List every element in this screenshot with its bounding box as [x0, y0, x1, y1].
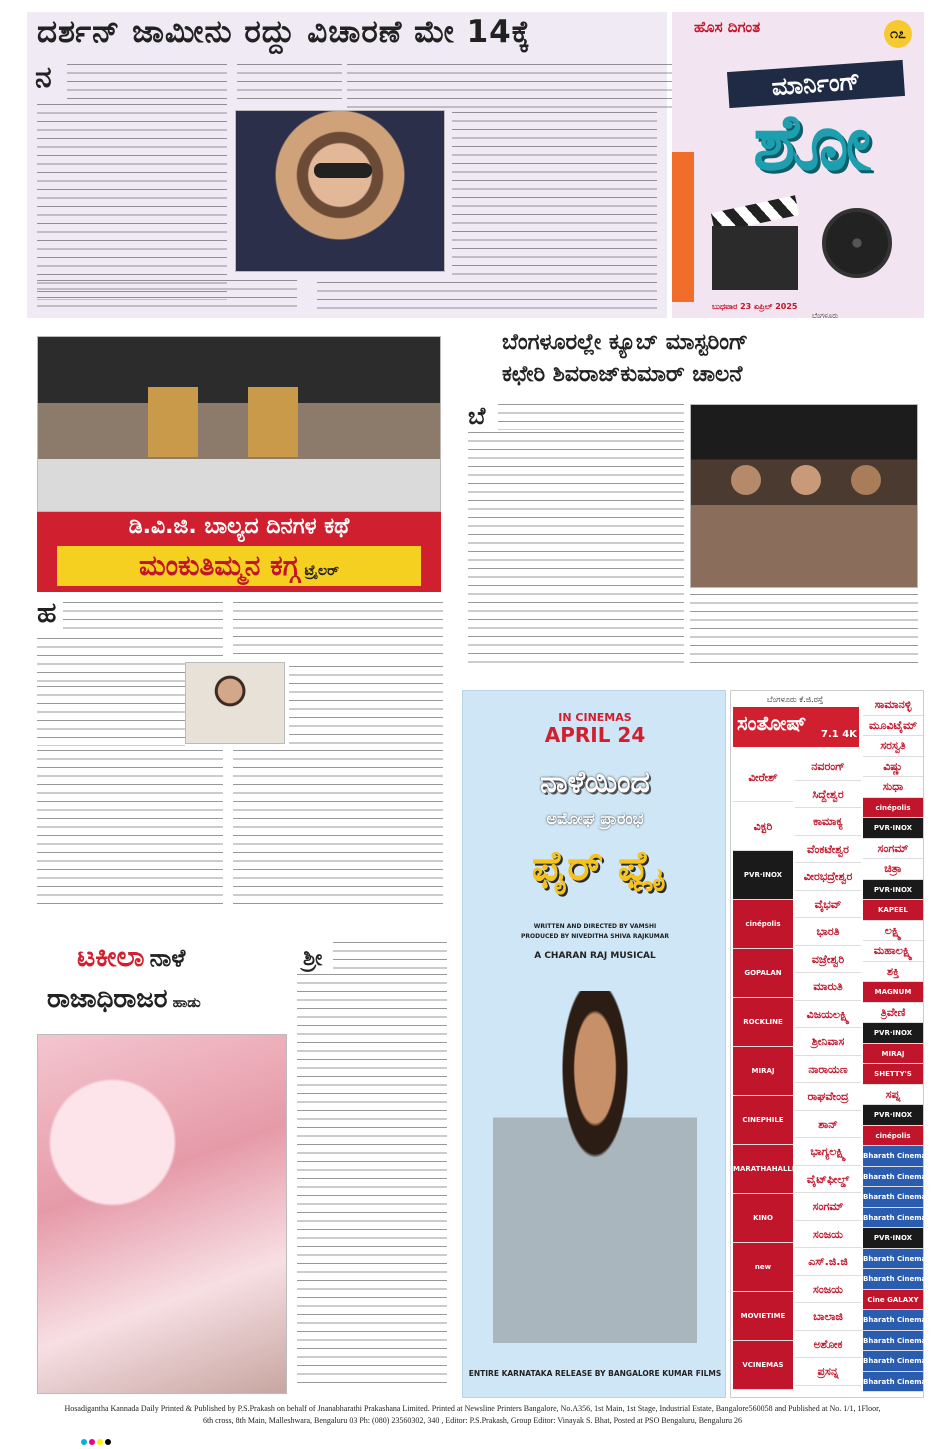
theatre-name: ವೆಂಕಟೇಶ್ವರ — [795, 836, 861, 864]
theatre-name: MAGNUM — [863, 982, 923, 1003]
main-theatre-badge: 7.1 4K — [821, 729, 857, 740]
top-story-headline: ದರ್ಶನ್ ಜಾಮೀನು ರದ್ದು ವಿಚಾರಣೆ ಮೇ 14ಕ್ಕೆ — [37, 14, 531, 50]
dvg-dropcap: ಹ — [37, 596, 57, 629]
top-story-body-col1b — [37, 104, 227, 300]
theatre-name: ಎಸ್.ಜಿ.ಜಿ — [795, 1248, 861, 1276]
tequila-headline-2-wrap — [47, 984, 201, 1015]
theatre-name: PVR·INOX — [733, 851, 793, 900]
dvg-body-col2c — [233, 750, 443, 910]
ad-director-credit: WRITTEN AND DIRECTED BY VAMSHI — [533, 923, 657, 930]
theatres-col3 — [863, 695, 931, 1395]
paper-logo — [694, 18, 760, 36]
dvg-event-photo — [37, 336, 441, 512]
tequila-headline-2-suffix: ಹಾಡು — [172, 995, 201, 1011]
cube-body-b — [468, 432, 684, 664]
theatre-name: ವಿಷ್ಣು — [863, 757, 923, 778]
theatre-name: PVR·INOX — [863, 818, 923, 839]
theatre-name: ಸಂಗಮ್ — [863, 839, 923, 860]
theatre-name: Bharath Cinemas — [863, 1187, 923, 1208]
darshan-photo — [235, 110, 445, 272]
theatre-name: ಮಾರುತಿ — [795, 973, 861, 1001]
ad-producer-credit: PRODUCED BY NIVEDITHA SHIVA RAJKUMAR — [521, 933, 669, 940]
masthead — [672, 12, 924, 318]
ad-tagline: ನಾಳೆಯಿಂದ — [540, 765, 650, 800]
theatre-name: Bharath Cinemas — [863, 1351, 923, 1372]
theatre-name: Bharath Cinemas — [863, 1331, 923, 1352]
ad-music-credit: A CHARAN RAJ MUSICAL — [534, 951, 656, 961]
main-theatre-box — [733, 707, 859, 747]
theatre-name: cinépolis — [733, 900, 793, 949]
ad-lead-photo — [493, 991, 697, 1343]
theatre-name: ಲಕ್ಷ್ಮಿ — [863, 921, 923, 942]
cube-event-photo — [690, 404, 918, 588]
firefly-ad — [462, 690, 726, 1398]
ad-release-label: IN CINEMAS — [558, 711, 632, 724]
theatre-name: ಸರಸ್ವತಿ — [863, 736, 923, 757]
ad-movie-title: ಫೈರ್ ಫ್ಲೈ — [531, 841, 659, 890]
theatre-name: ಸಪ್ನ — [863, 1085, 923, 1106]
paper-logo-text: ಹೊಸ ದಿಗಂತ — [694, 18, 761, 36]
tequila-couple-photo — [37, 1034, 287, 1394]
theatre-name: PVR·INOX — [863, 1105, 923, 1126]
section-title-2: ಶೋ — [752, 98, 872, 188]
theatre-name: ವೀರಭದ್ರೇಶ್ವರ — [795, 863, 861, 891]
ad-bottom-credit: ENTIRE KARNATAKA RELEASE BY BANGALORE KUMAR FILMS — [468, 1369, 722, 1378]
theatre-name: ವೈಟ್‌ಫೀಲ್ಡ್ — [795, 1166, 861, 1194]
theatre-name: new — [733, 1243, 793, 1292]
theatre-name: ವಿಜಯಲಕ್ಷ್ಮಿ — [795, 1001, 861, 1029]
imprint-line-1: Hosadigantha Kannada Daily Printed & Published by P.S.Prakash on behalf of Jnanabharathi Prakashana Limited. Printed at Newsline Printers Bangalore, No.A356, 1st Main, 1st Stage, Industrial Estate, Bangalore560058 and Published at No. 1/1, 1Floor, — [64, 1404, 881, 1413]
tequila-headline-1-wrap — [77, 940, 185, 974]
ad-release-date: APRIL 24 — [544, 723, 646, 747]
dvg-body-col1c — [37, 686, 185, 746]
theatre-name: Bharath Cinemas — [863, 1208, 923, 1229]
section-title-1: ಮಾರ್ನಿಂಗ್ — [727, 60, 905, 108]
theatre-list — [730, 690, 931, 1398]
tequila-headline-box — [37, 938, 291, 1034]
theatre-name: SHETTY'S — [863, 1064, 923, 1085]
ad-tagline-2: ಅಮೋಘ ಪ್ರಾರಂಭ — [546, 809, 644, 828]
main-theatre-name: ಸಂತೋಷ್ — [737, 711, 807, 735]
tequila-headline-1: ಟಕೀಲಾ — [77, 940, 145, 973]
top-story — [27, 12, 667, 318]
film-reel-icon — [822, 208, 892, 278]
top-story-body-col3c — [317, 282, 657, 316]
theatre-name: ಸಂಜಯ — [795, 1221, 861, 1249]
theatre-name: MOVIETIME — [733, 1292, 793, 1341]
theatre-name: CINEPHILE — [733, 1096, 793, 1145]
dvg-story — [27, 326, 451, 918]
theatre-name: VCINEMAS — [733, 1341, 793, 1390]
theatre-name: KAPEEL — [863, 900, 923, 921]
theatre-name: cinépolis — [863, 798, 923, 819]
theatre-name: ಸಿದ್ದೇಶ್ವರ — [795, 781, 861, 809]
theatre-name: MIRAJ — [863, 1044, 923, 1065]
cube-dropcap: ಬೆ — [468, 402, 486, 430]
dvg-body-col1a — [63, 602, 223, 634]
tequila-story — [27, 930, 451, 1398]
tequila-dropcap: ಶ್ರೀ — [303, 946, 323, 971]
theatre-name: KINO — [733, 1194, 793, 1243]
theatre-name: Bharath Cinemas — [863, 1167, 923, 1188]
theatre-name: Bharath Cinemas — [863, 1310, 923, 1331]
cube-headline-1: ಬೆಂಗಳೂರಲ್ಲೇ ಕ್ಯೂಬ್ ಮಾಸ್ಟರಿಂಗ್ — [502, 330, 749, 355]
cube-body-a — [498, 404, 684, 430]
theatre-name: ತ್ರಿವೇಣಿ — [863, 1003, 923, 1024]
theatre-name: PVR·INOX — [863, 1023, 923, 1044]
theatre-name: ROCKLINE — [733, 998, 793, 1047]
theatre-name: ಶಾನ್ — [795, 1111, 861, 1139]
theatre-name: Cine GALAXY — [863, 1290, 923, 1311]
dvg-headline-2-wrap — [57, 546, 421, 586]
theatre-name: ಭಾರತಿ — [795, 918, 861, 946]
theatre-name: ಭಾಗ್ಯಲಕ್ಷ್ಮಿ — [795, 1138, 861, 1166]
theatre-name: ಸಂಗಮ್ — [795, 1193, 861, 1221]
theatres-col1 — [733, 753, 793, 1393]
theatre-name: MARATHAHALLI — [733, 1145, 793, 1194]
theatres-col2 — [795, 753, 861, 1393]
theatre-name: ಬಾಲಾಜಿ — [795, 1303, 861, 1331]
theatre-name: cinépolis — [863, 1126, 923, 1147]
dvg-headline-band — [37, 512, 441, 592]
top-story-dropcap: ನ — [35, 60, 52, 95]
theatre-name: ವೈಭವ್ — [795, 891, 861, 919]
top-story-body-col3 — [347, 64, 687, 108]
theatre-name: ನವರಂಗ್ — [795, 753, 861, 781]
issue-date: ಬುಧವಾರ 23 ಏಪ್ರಿಲ್ 2025 — [712, 302, 798, 311]
theatre-name: ಮಹಾಲಕ್ಷ್ಮಿ — [863, 941, 923, 962]
clapperboard-icon — [712, 204, 802, 290]
orange-band — [672, 152, 694, 302]
theatre-name: ಅಶೋಕ — [795, 1331, 861, 1359]
theatre-name: ಸಾಮಾನಳ್ಳಿ — [863, 695, 923, 716]
theatre-name: ಶಕ್ತಿ — [863, 962, 923, 983]
theatre-city-label: ಬೆಂಗಳೂರು ಕೆ.ಜಿ.ರಸ್ತೆ — [766, 695, 824, 704]
tequila-body-b — [297, 974, 447, 1386]
tequila-headline-2: ರಾಜಾಧಿರಾಜರ — [47, 984, 168, 1014]
dvg-body-col2 — [233, 602, 443, 660]
cube-story — [462, 326, 924, 676]
theatre-name: MIRAJ — [733, 1047, 793, 1096]
theatre-name: Bharath Cinemas — [863, 1249, 923, 1270]
theatre-name: ಶ್ರೀನಿವಾಸ — [795, 1028, 861, 1056]
theatre-name: GOPALAN — [733, 949, 793, 998]
cube-body-c — [690, 594, 918, 670]
dvg-body-col2b — [289, 666, 443, 746]
speaker-photo — [185, 662, 285, 744]
tequila-headline-1-suffix: ನಾಳೆ — [149, 944, 186, 972]
top-story-body-col2 — [237, 64, 342, 106]
theatre-name: Bharath Cinemas — [863, 1372, 923, 1393]
top-story-body-col1 — [67, 64, 227, 99]
page-number: ೧೭ — [884, 20, 912, 48]
theatre-name: ಪ್ರಸನ್ನ — [795, 1358, 861, 1386]
theatre-name: ರಾಘವೇಂದ್ರ — [795, 1083, 861, 1111]
theatre-name: PVR·INOX — [863, 1228, 923, 1249]
theatre-name: ವಿಕ್ಟರಿ — [733, 802, 793, 851]
registration-marks — [80, 1430, 880, 1438]
dvg-headline-2-suffix: ಟ್ರೈಲರ್ — [304, 563, 340, 579]
sunglasses — [314, 163, 372, 178]
top-story-body-col3b — [452, 112, 657, 282]
cube-headline-2: ಕಛೇರಿ ಶಿವರಾಜ್‌ಕುಮಾರ್ ಚಾಲನೆ — [502, 362, 743, 387]
theatre-name: ವಜ್ರೇಶ್ವರಿ — [795, 946, 861, 974]
theatre-name: ಮೂವಿಟೈಮ್ — [863, 716, 923, 737]
theatre-name: ಕಾಮಾಕ್ಯ — [795, 808, 861, 836]
dvg-headline-1: ಡಿ.ವಿ.ಜಿ. ಬಾಲ್ಯದ ದಿನಗಳ ಕಥೆ — [128, 514, 350, 539]
theatre-name: PVR·INOX — [863, 880, 923, 901]
theatre-name: Bharath Cinemas — [863, 1146, 923, 1167]
theatre-name: ಸುಧಾ — [863, 777, 923, 798]
theatre-name: ವೀರೇಶ್ — [733, 753, 793, 802]
tequila-body-a — [333, 942, 447, 972]
dvg-body-col1d — [37, 750, 223, 910]
theatre-name: ಸಂಜಯ — [795, 1276, 861, 1304]
theatre-name: ಚಿತ್ರಾ — [863, 859, 923, 880]
imprint-line-2: 6th cross, 8th Main, Malleshwara, Bengaluru 03 Ph: (080) 23560302, 340 , Editor: P.S.Prakash, Group Editor: Vinayak S. Bhat, Posted at PSO Bengaluru, Bengaluru 26 — [202, 1416, 743, 1425]
top-story-body-foot — [37, 280, 297, 314]
dvg-headline-2: ಮಂಕುತಿಮ್ಮನ ಕಗ್ಗ — [138, 549, 300, 582]
theatre-name: Bharath Cinemas — [863, 1269, 923, 1290]
issue-city: ಬೆಂಗಳೂರು — [812, 312, 839, 320]
theatre-name: ನಾರಾಯಣ — [795, 1056, 861, 1084]
